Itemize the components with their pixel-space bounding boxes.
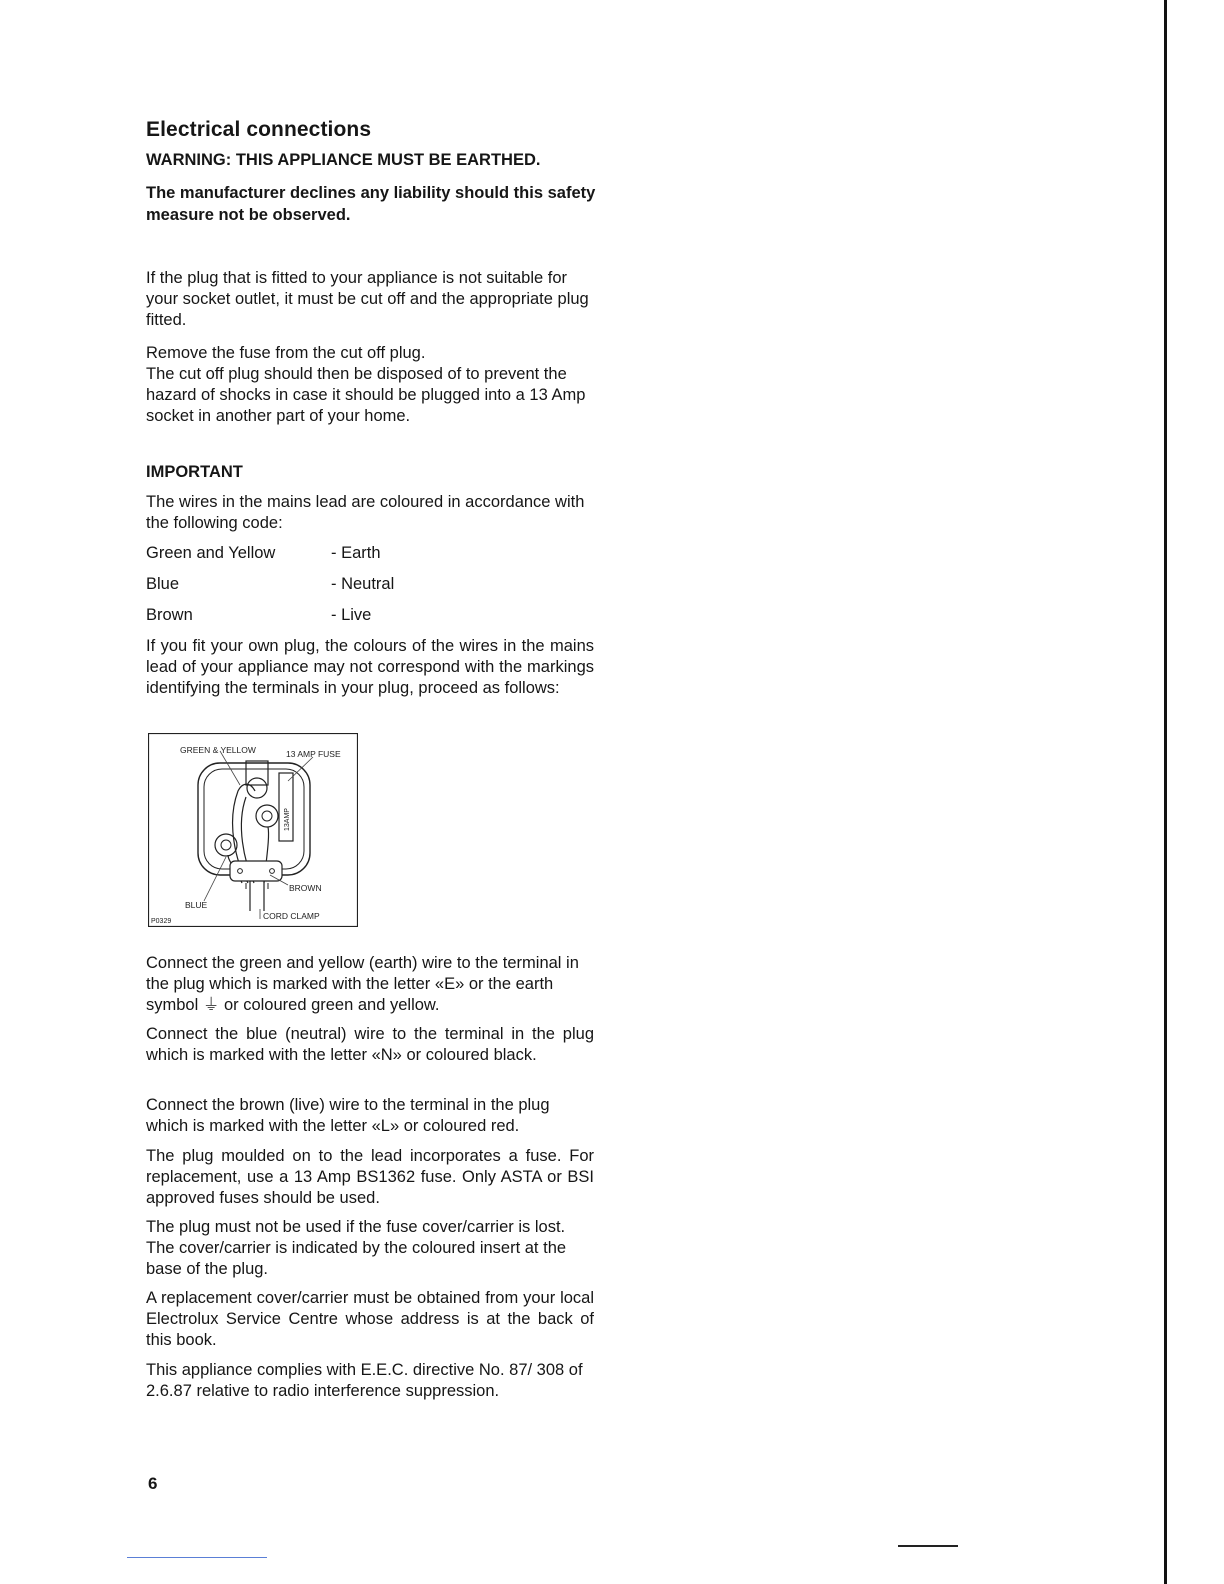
warning-text: WARNING: THIS APPLIANCE MUST BE EARTHED.: [146, 151, 541, 169]
earth-instructions: [146, 953, 594, 1016]
right-margin-rule: [1164, 0, 1167, 1584]
wire-colour: Blue: [146, 575, 180, 593]
para-dispose: The cut off plug should then be disposed of to prevent the hazard of shocks in case it should be plugged into a 13 Amp socket in another part of your home.: [146, 365, 586, 425]
page-number: 6: [148, 1474, 158, 1493]
label-blue: BLUE: [185, 900, 208, 910]
wire-meaning: - Neutral: [331, 575, 395, 593]
footnote-rule: [127, 1557, 267, 1558]
important-heading: IMPORTANT: [146, 463, 243, 481]
wire-code-row: [146, 544, 381, 563]
liability-text: The manufacturer declines any liability should this safety measure not be observed.: [146, 184, 596, 224]
para-moulded: The plug moulded on to the lead incorporates a fuse. For replacement, use a 13 Amp BS1362 fuse. Only ASTA or BSI approved fuses should be used.: [146, 1147, 594, 1207]
para-neutral: Connect the blue (neutral) wire to the terminal in the plug which is marked with the letter «N» or coloured black.: [146, 1025, 594, 1064]
bottom-rule: [898, 1545, 958, 1547]
wire-colour: Green and Yellow: [146, 544, 276, 562]
para-plug-unsuitable: If the plug that is fitted to your appliance is not suitable for your socket outlet, it must be cut off and the appropriate plug fitted.: [146, 269, 589, 329]
fuse-removal-section: [146, 343, 594, 427]
para-earth: [146, 953, 594, 1016]
replacement-instructions: [146, 1288, 594, 1351]
para-own-plug: If you fit your own plug, the colours of the wires in the mains lead of your appliance may not correspond with the markings identifying the terminals in your plug, proceed as follows:: [146, 637, 594, 697]
para-eec: This appliance complies with E.E.C. directive No. 87/ 308 of 2.6.87 relative to radio interference suppression.: [146, 1361, 583, 1400]
label-brown: BROWN: [289, 883, 322, 893]
page-title: Electrical connections: [146, 118, 372, 141]
para-replacement: A replacement cover/carrier must be obtained from your local Electrolux Service Centre whose address is at the back of this book.: [146, 1289, 594, 1349]
wire-meaning: - Live: [331, 606, 372, 624]
para-cover: The plug must not be used if the fuse cover/carrier is lost. The cover/carrier is indicated by the coloured insert at the base of the plug.: [146, 1218, 567, 1278]
label-green-yellow: GREEN & YELLOW: [180, 745, 256, 755]
para-earth-text: Connect the green and yellow (earth) wire to the terminal in the plug which is marked with the letter «E» or the earth symbol: [146, 954, 579, 1014]
para-earth-text-end: or coloured green and yellow.: [223, 996, 440, 1014]
wire-colour: Brown: [146, 606, 193, 624]
intro-section: [146, 268, 594, 331]
fuse-body-label: 13AMP: [284, 808, 291, 831]
label-cord-clamp: CORD CLAMP: [263, 911, 320, 921]
diagram-ref: P0329: [151, 918, 172, 925]
neutral-instructions: [146, 1024, 594, 1066]
fuse-instructions: [146, 1146, 594, 1209]
cover-instructions: [146, 1217, 594, 1280]
own-plug-section: [146, 636, 594, 699]
para-remove-fuse: Remove the fuse from the cut off plug.: [146, 344, 426, 362]
live-instructions: [146, 1095, 594, 1137]
wire-code-row: [146, 606, 371, 625]
para-wires: The wires in the mains lead are coloured in accordance with the following code:: [146, 493, 585, 532]
wire-code-row: [146, 575, 394, 594]
wire-meaning: - Earth: [331, 544, 381, 562]
plug-wiring-diagram: [148, 733, 358, 927]
label-13-amp-fuse: 13 AMP FUSE: [286, 749, 341, 759]
earth-symbol-icon: ⏚: [202, 996, 220, 1014]
eec-compliance: [146, 1360, 594, 1402]
para-live: Connect the brown (live) wire to the terminal in the plug which is marked with the letter «L» or coloured red.: [146, 1096, 550, 1135]
wires-intro: [146, 492, 594, 534]
